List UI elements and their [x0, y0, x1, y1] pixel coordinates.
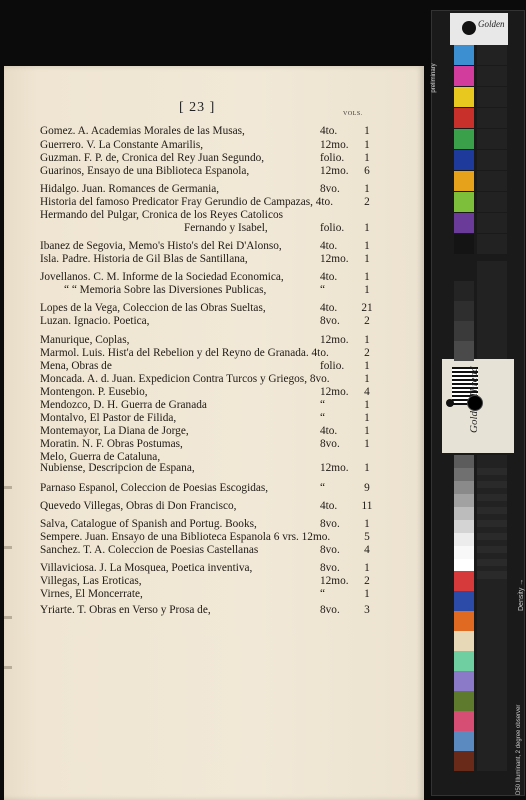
entry-volumes: 1: [364, 222, 370, 234]
color-swatch: [454, 129, 474, 149]
swatch-values: [477, 751, 507, 771]
entry-title: Hermando del Pulgar, Cronica de los Reyes Catolicos: [40, 209, 284, 221]
catalog-entry: [4, 399, 414, 413]
catalog-entry: [4, 165, 414, 179]
entry-volumes: 1: [364, 373, 370, 385]
catalog-entry: [4, 604, 414, 618]
color-swatch: [454, 87, 474, 107]
catalog-entry: [4, 425, 414, 439]
swatch-values: [477, 171, 507, 191]
catalog-entry: [4, 152, 414, 166]
catalog-entry: [4, 500, 414, 514]
entry-title: Nubiense, Descripcion de Espana,: [40, 462, 195, 474]
entry-format: 12mo.: [320, 575, 349, 587]
entry-volumes: 1: [364, 240, 370, 252]
swatch-values: [477, 591, 507, 611]
catalog-entry: [4, 386, 414, 400]
entry-title: Marmol. Luis. Hist'a del Rebelion y del Reyno de Granada. 4to.: [40, 347, 329, 359]
color-swatch: [454, 671, 474, 691]
entry-title: Villegas, Las Eroticas,: [40, 575, 142, 587]
entry-title: Villaviciosa. J. La Mosquea, Poetica inventiva,: [40, 562, 253, 574]
swatch-values: [477, 45, 507, 65]
catalog-entry: [4, 575, 414, 589]
entry-format: 8vo.: [320, 315, 340, 327]
color-swatch: [454, 150, 474, 170]
entry-format: “: [320, 588, 326, 600]
swatch-values: [477, 150, 507, 170]
entry-format: 8vo.: [320, 518, 340, 530]
entry-volumes: 4: [364, 544, 370, 556]
catalog-entry: [4, 347, 414, 361]
gray-swatch: [454, 301, 474, 321]
color-swatch: [454, 731, 474, 751]
color-swatch: [454, 591, 474, 611]
catalog-entry: [4, 373, 414, 387]
swatch-values: [477, 731, 507, 751]
entry-volumes: 1: [364, 562, 370, 574]
catalog-entry: [4, 462, 414, 476]
entry-format: 4to.: [320, 425, 338, 437]
chart-header-brand: Golden: [478, 19, 505, 29]
entry-format: 12mo.: [320, 139, 349, 151]
entry-format: 4to.: [320, 125, 338, 137]
entry-volumes: 2: [364, 315, 370, 327]
entry-format: 4to.: [320, 271, 338, 283]
book-page: [4, 66, 424, 800]
catalog-entry: [4, 544, 414, 558]
entry-title: Virnes, El Moncerrate,: [40, 588, 143, 600]
swatch-values: [477, 87, 507, 107]
entry-format: 4to.: [320, 240, 338, 252]
entry-format: 12mo.: [320, 334, 349, 346]
entry-title: Lopes de la Vega, Coleccion de las Obras Sueltas,: [40, 302, 266, 314]
entry-title: Fernando y Isabel,: [184, 222, 268, 234]
entry-volumes: 2: [364, 575, 370, 587]
catalog-entry: [4, 125, 414, 139]
entry-format: 12mo.: [320, 253, 349, 265]
catalog-entry: [4, 139, 414, 153]
entry-volumes: 3: [364, 604, 370, 616]
binding-stitch: [4, 486, 12, 489]
color-swatch: [454, 651, 474, 671]
entry-volumes: 1: [364, 399, 370, 411]
swatch-values: [477, 234, 507, 254]
entry-volumes: 1: [364, 462, 370, 474]
entry-volumes: 1: [364, 425, 370, 437]
catalog-entry: [4, 302, 414, 316]
swatch-values: [477, 192, 507, 212]
entry-format: 12mo.: [320, 462, 349, 474]
entry-format: “: [320, 399, 326, 411]
entry-title: Guarinos, Ensayo de una Biblioteca Espanola,: [40, 165, 250, 177]
gray-swatch: [454, 321, 474, 341]
entry-volumes: 2: [364, 347, 370, 359]
entry-title: Historia del famoso Predicator Fray Gerundio de Campazas, 4to.: [40, 196, 334, 208]
entry-format: “: [320, 482, 326, 494]
entry-volumes: 5: [364, 531, 370, 543]
entry-title: Sempere. Juan. Ensayo de una Biblioteca Espanola 6 vrs. 12mo.: [40, 531, 331, 543]
entry-volumes: 1: [364, 284, 370, 296]
entry-title: Mendozco, D. H. Guerra de Granada: [40, 399, 207, 411]
swatch-values: [477, 301, 507, 321]
catalog-entry: [4, 588, 414, 602]
color-swatch: [454, 66, 474, 86]
logo-icon: [462, 21, 476, 35]
entry-volumes: 1: [364, 412, 370, 424]
color-swatch: [454, 691, 474, 711]
color-swatch: [454, 711, 474, 731]
swatch-values: [477, 651, 507, 671]
binding-stitch: [4, 616, 12, 619]
entry-title: Yriarte. T. Obras en Verso y Prosa de,: [40, 604, 211, 616]
entry-title: Mena, Obras de: [40, 360, 112, 372]
entry-volumes: 1: [364, 139, 370, 151]
illuminant-label: D50 Illuminant, 2 degree observer: [516, 704, 522, 795]
entry-format: “: [320, 284, 326, 296]
swatch-values: [477, 631, 507, 651]
entry-format: 4to.: [320, 500, 338, 512]
swatch-values: [477, 711, 507, 731]
entry-title: Manurique, Coplas,: [40, 334, 130, 346]
color-swatch: [454, 234, 474, 254]
catalog-entry: [4, 271, 414, 285]
swatch-values: [477, 281, 507, 301]
entry-volumes: 1: [364, 588, 370, 600]
catalog-entries: [4, 66, 424, 800]
gray-swatch: [454, 261, 474, 281]
color-swatch: [454, 192, 474, 212]
color-swatch: [454, 571, 474, 591]
entry-title: Gomez. A. Academias Morales de las Musas,: [40, 125, 245, 137]
entry-volumes: 1: [364, 152, 370, 164]
entry-format: folio.: [320, 152, 345, 164]
entry-title: Moncada. A. d. Juan. Expedicion Contra Turcos y Griegos, 8vo.: [40, 373, 330, 385]
entry-volumes: 1: [364, 438, 370, 450]
catalog-entry: [4, 196, 414, 210]
gray-swatch: [454, 281, 474, 301]
entry-volumes: 1: [364, 125, 370, 137]
catalog-entry: [4, 412, 414, 426]
swatch-values: [477, 571, 507, 591]
entry-format: 8vo.: [320, 544, 340, 556]
entry-volumes: 1: [364, 271, 370, 283]
entry-volumes: 1: [364, 183, 370, 195]
entry-title: Melo, Guerra de Cataluna,: [40, 451, 161, 463]
binding-stitch: [4, 546, 12, 549]
entry-title: Montengon. P. Eusebio,: [40, 386, 148, 398]
entry-title: Luzan. Ignacio. Poetica,: [40, 315, 150, 327]
catalog-entry: [4, 209, 414, 223]
catalog-entry: [4, 482, 414, 496]
entry-volumes: 4: [364, 386, 370, 398]
chart-hole: [467, 395, 483, 411]
entry-title: Parnaso Espanol, Coleccion de Poesias Escogidas,: [40, 482, 269, 494]
swatch-values: [477, 108, 507, 128]
entry-title: Sanchez. T. A. Coleccion de Poesias Castellanas: [40, 544, 259, 556]
page-number: [ 23 ]: [179, 100, 216, 115]
entry-title: “ “ Memoria Sobre las Diversiones Publicas,: [64, 284, 267, 296]
entry-volumes: 6: [364, 165, 370, 177]
entry-title: Guerrero. V. La Constante Amarilis,: [40, 139, 204, 151]
entry-title: Isla. Padre. Historia de Gil Blas de Santillana,: [40, 253, 248, 265]
entry-format: 8vo.: [320, 604, 340, 616]
color-swatch: [454, 171, 474, 191]
entry-title: Moratin. N. F. Obras Postumas,: [40, 438, 183, 450]
catalog-entry: [4, 334, 414, 348]
preliminary-label: preliminary: [431, 63, 437, 93]
registration-dot: [446, 399, 454, 407]
color-calibration-chart: [431, 10, 525, 796]
catalog-entry: [4, 183, 414, 197]
entry-title: Guzman. F. P. de, Cronica del Rey Juan Segundo,: [40, 152, 265, 164]
entry-title: Jovellanos. C. M. Informe de la Sociedad Economica,: [40, 271, 284, 283]
density-label: Density →: [518, 578, 525, 611]
entry-volumes: 9: [364, 482, 370, 494]
color-swatch: [454, 611, 474, 631]
entry-volumes: 2: [364, 196, 370, 208]
color-swatch: [454, 213, 474, 233]
entry-title: Ibanez de Segovia, Memo's Histo's del Rei D'Alonso,: [40, 240, 282, 252]
swatch-values: [477, 341, 507, 361]
catalog-entry: [4, 518, 414, 532]
catalog-entry: [4, 222, 414, 236]
entry-format: folio.: [320, 222, 345, 234]
color-swatch: [454, 45, 474, 65]
catalog-entry: [4, 240, 414, 254]
entry-format: “: [320, 412, 326, 424]
entry-format: 4to.: [320, 302, 338, 314]
entry-format: folio.: [320, 360, 345, 372]
entry-title: Salva, Catalogue of Spanish and Portug. Books,: [40, 518, 257, 530]
catalog-entry: [4, 438, 414, 452]
entry-format: 8vo.: [320, 562, 340, 574]
color-swatch: [454, 751, 474, 771]
catalog-entry: [4, 531, 414, 545]
swatch-values: [477, 261, 507, 281]
entry-volumes: 1: [364, 518, 370, 530]
swatch-values: [477, 66, 507, 86]
swatch-values: [477, 691, 507, 711]
entry-volumes: 1: [364, 360, 370, 372]
swatch-values: [477, 611, 507, 631]
color-swatch: [454, 631, 474, 651]
entry-title: Quevedo Villegas, Obras di Don Francisco,: [40, 500, 237, 512]
entry-format: 12mo.: [320, 386, 349, 398]
entry-format: 8vo.: [320, 183, 340, 195]
entry-title: Montalvo, El Pastor de Filida,: [40, 412, 177, 424]
entry-title: Hidalgo. Juan. Romances de Germania,: [40, 183, 220, 195]
entry-volumes: 1: [364, 253, 370, 265]
entry-volumes: 1: [364, 334, 370, 346]
swatch-values: [477, 321, 507, 341]
catalog-entry: [4, 562, 414, 576]
color-swatch: [454, 108, 474, 128]
catalog-entry: [4, 360, 414, 374]
swatch-values: [477, 213, 507, 233]
entry-format: 12mo.: [320, 165, 349, 177]
chart-header: [450, 13, 508, 45]
entry-volumes: 21: [361, 302, 373, 314]
entry-format: 8vo.: [320, 438, 340, 450]
entry-volumes: 11: [361, 500, 373, 512]
gray-swatch: [454, 341, 474, 361]
vols-header: VOLS.: [343, 111, 363, 117]
swatch-values: [477, 129, 507, 149]
catalog-entry: [4, 315, 414, 329]
catalog-entry: [4, 253, 414, 267]
entry-title: Montemayor, La Diana de Jorge,: [40, 425, 189, 437]
binding-stitch: [4, 666, 12, 669]
catalog-entry: [4, 284, 414, 298]
swatch-values: [477, 671, 507, 691]
